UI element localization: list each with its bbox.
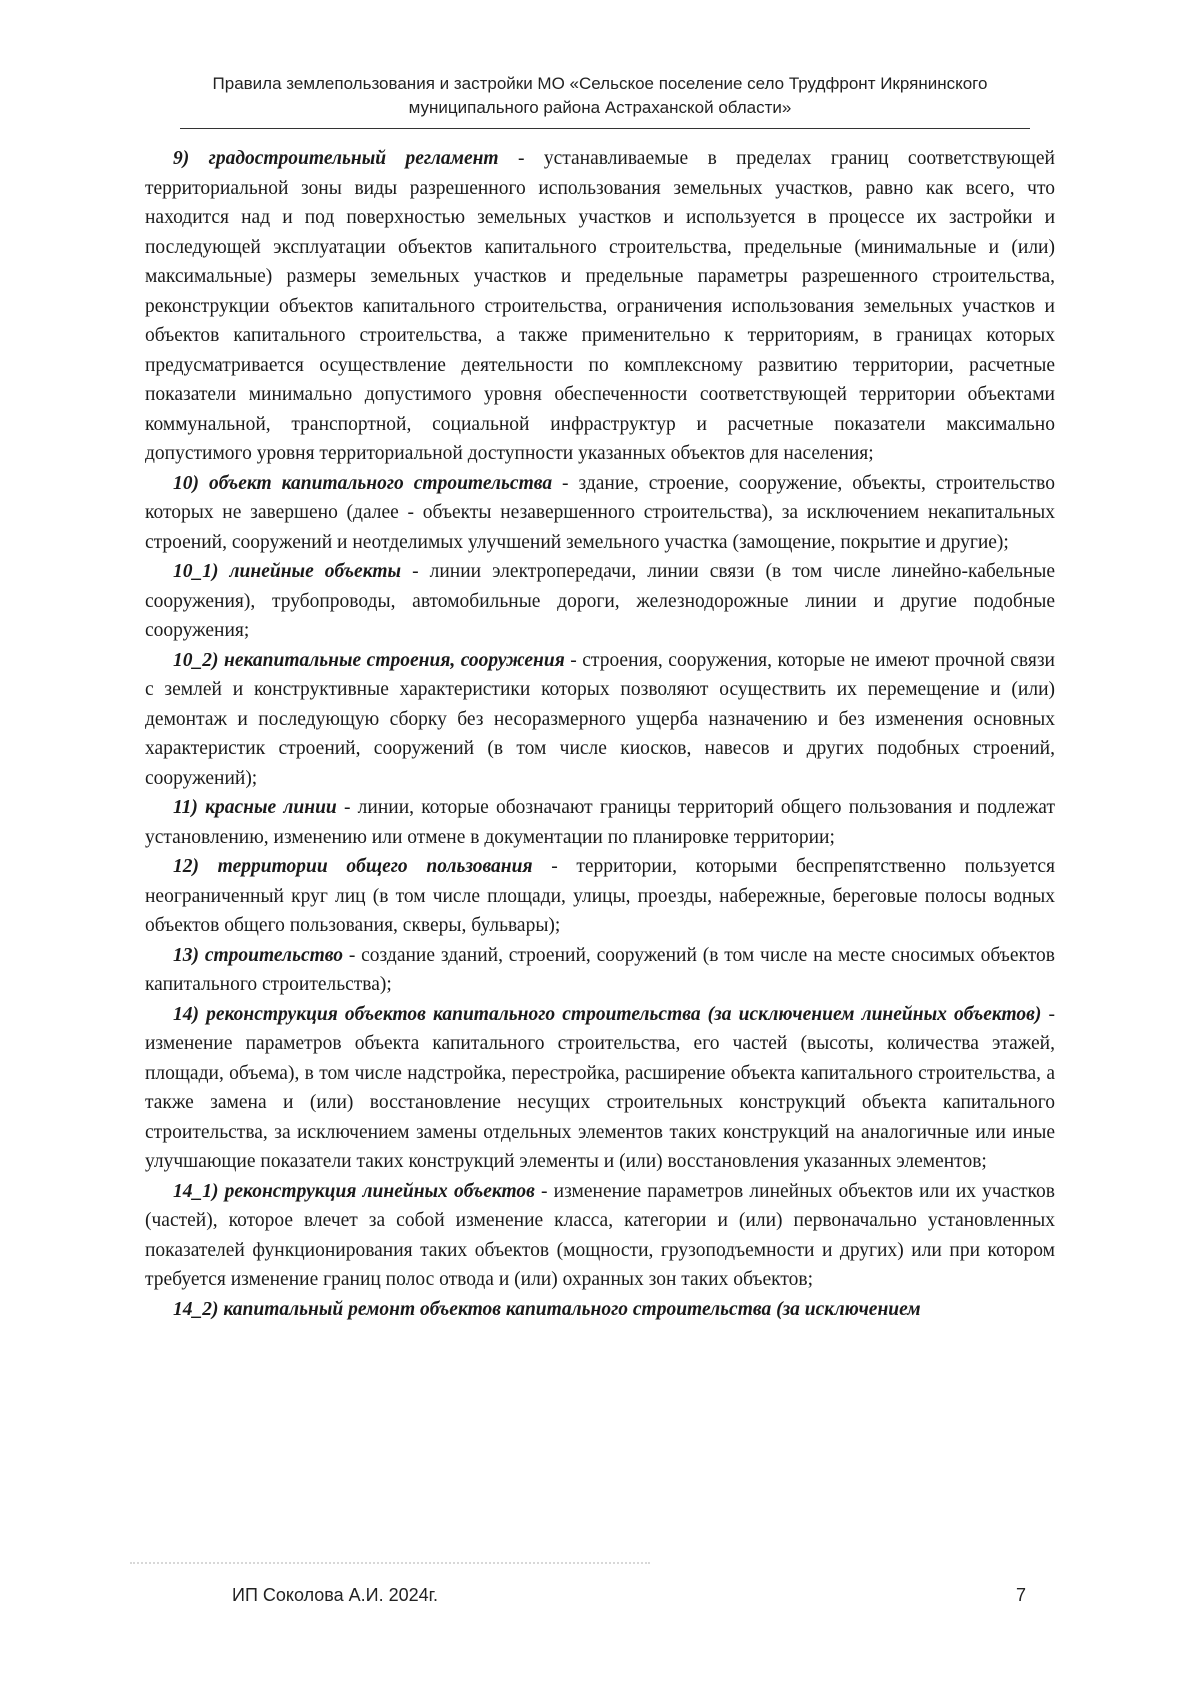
definition-text: - устанавливаемые в пределах границ соответствующей территориальной зоны виды разрешенного использования земельных участков, равно как всего, что находится над и под поверхностью земельных участков и используется в процессе их застройки и последующей эксплуатации объектов капитального строительства, предельные (минимальные и (или) максимальные) размеры земельных участков и предельные параметры разрешенного строительства, реконструкции объектов капитального строительства, ограничения использования земельных участков и объектов капитального строительства, а также применительно к территориям, в границах которых предусматривается осуществление деятельности по комплексному развитию территории, расчетные показатели минимально допустимого уровня обеспеченности соответствующей территории объектами коммунальной, транспортной, социальной инфраструктур и расчетные показатели максимально допустимого уровня территориальной доступности указанных объектов для населения; [145, 148, 1055, 464]
definition-term: 14_1) реконструкция линейных объектов [173, 1180, 535, 1202]
definition-term: 11) красные линии [173, 797, 337, 818]
definition-text: - здание, строение, сооружение, объекты, строительство которых не завершено (далее - объекты незавершенного строительства), за исключением некапитальных строений, сооружений и неотделимых улучшений земельного участка (замощение, покрытие и другие); [145, 472, 1055, 553]
definition-text: - изменение параметров объекта капитального строительства, его частей (высоты, количества этажей, площади, объема), в том числе надстройка, перестройка, расширение объекта капитального строительства, а также замена и (или) восстановление несущих строительных конструкций объекта капитального строительства, за исключением замены отдельных элементов таких конструкций на аналогичные или иные улучшающие показатели таких конструкций элементы и (или) восстановления указанных элементов; [145, 1003, 1056, 1172]
definition-paragraph [145, 941, 1055, 1000]
definition-term: 14) реконструкция объектов капитального строительства (за исключением линейных объектов) [173, 1003, 1042, 1025]
definition-term: 10) объект капитального строительства [173, 472, 553, 494]
definition-text: - линии, которые обозначают границы территорий общего пользования и подлежат установлению, изменению или отмене в документации по планировке территории; [145, 797, 1055, 848]
definition-paragraph [145, 1177, 1055, 1295]
definition-term: 12) территории общего пользования [173, 856, 533, 877]
document-body [145, 144, 1055, 1324]
definition-text: - линии электропередачи, линии связи (в том числе линейно-кабельные сооружения), трубопроводы, автомобильные дороги, железнодорожные линии и другие подобные сооружения; [145, 561, 1056, 641]
definition-term: 13) строительство [173, 944, 344, 966]
definition-paragraph [145, 793, 1055, 852]
definition-paragraph [145, 852, 1055, 941]
footer-divider [130, 1562, 650, 1564]
header-line-1: Правила землепользования и застройки МО «Сельское поселение село Трудфронт Икрянинского [212, 74, 988, 93]
running-header [160, 72, 1040, 120]
definition-term: 9) градостроительный регламент [173, 148, 499, 169]
definition-term: 10_1) линейные объекты [173, 561, 402, 582]
header-divider [180, 128, 1030, 129]
definition-text: - территории, которыми беспрепятственно пользуется неограниченный круг лиц (в том числе площади, улицы, проезды, набережные, береговые полосы водных объектов общего пользования, скверы, бульвары); [145, 856, 1056, 936]
definition-paragraph [145, 646, 1055, 794]
definition-term: 10_2) некапитальные строения, сооружения [173, 649, 565, 671]
definition-paragraph [145, 557, 1055, 646]
definition-text: - изменение параметров линейных объектов или их участков (частей), которое влечет за собой изменение класса, категории и (или) первоначально установленных показателей функционирования таких объектов (мощности, грузоподъемности и других) или при котором требуется изменение границ полос отвода и (или) охранных зон таких объектов; [145, 1180, 1055, 1290]
definition-paragraph [145, 1000, 1055, 1177]
definition-text: - строения, сооружения, которые не имеют прочной связи с землей и конструктивные характеристики которых позволяют осуществить их перемещение и (или) демонтаж и последующую сборку без несоразмерного ущерба назначению и без изменения основных характеристик строений, сооружений (в том числе киосков, навесов и других подобных строений, сооружений); [145, 649, 1055, 789]
definition-term: 14_2) капитальный ремонт объектов капитального строительства (за исключением [173, 1298, 921, 1320]
definition-paragraph [145, 144, 1055, 469]
page-number: 7 [1016, 1585, 1027, 1605]
header-line-2: муниципального района Астраханской области» [408, 98, 792, 117]
definition-text: - создание зданий, строений, сооружений (в том числе на месте сносимых объектов капитального строительства); [145, 944, 1055, 995]
definition-paragraph [145, 1295, 1055, 1325]
footer-author: ИП Соколова А.И. 2024г. [232, 1585, 439, 1605]
definition-paragraph [145, 469, 1055, 558]
